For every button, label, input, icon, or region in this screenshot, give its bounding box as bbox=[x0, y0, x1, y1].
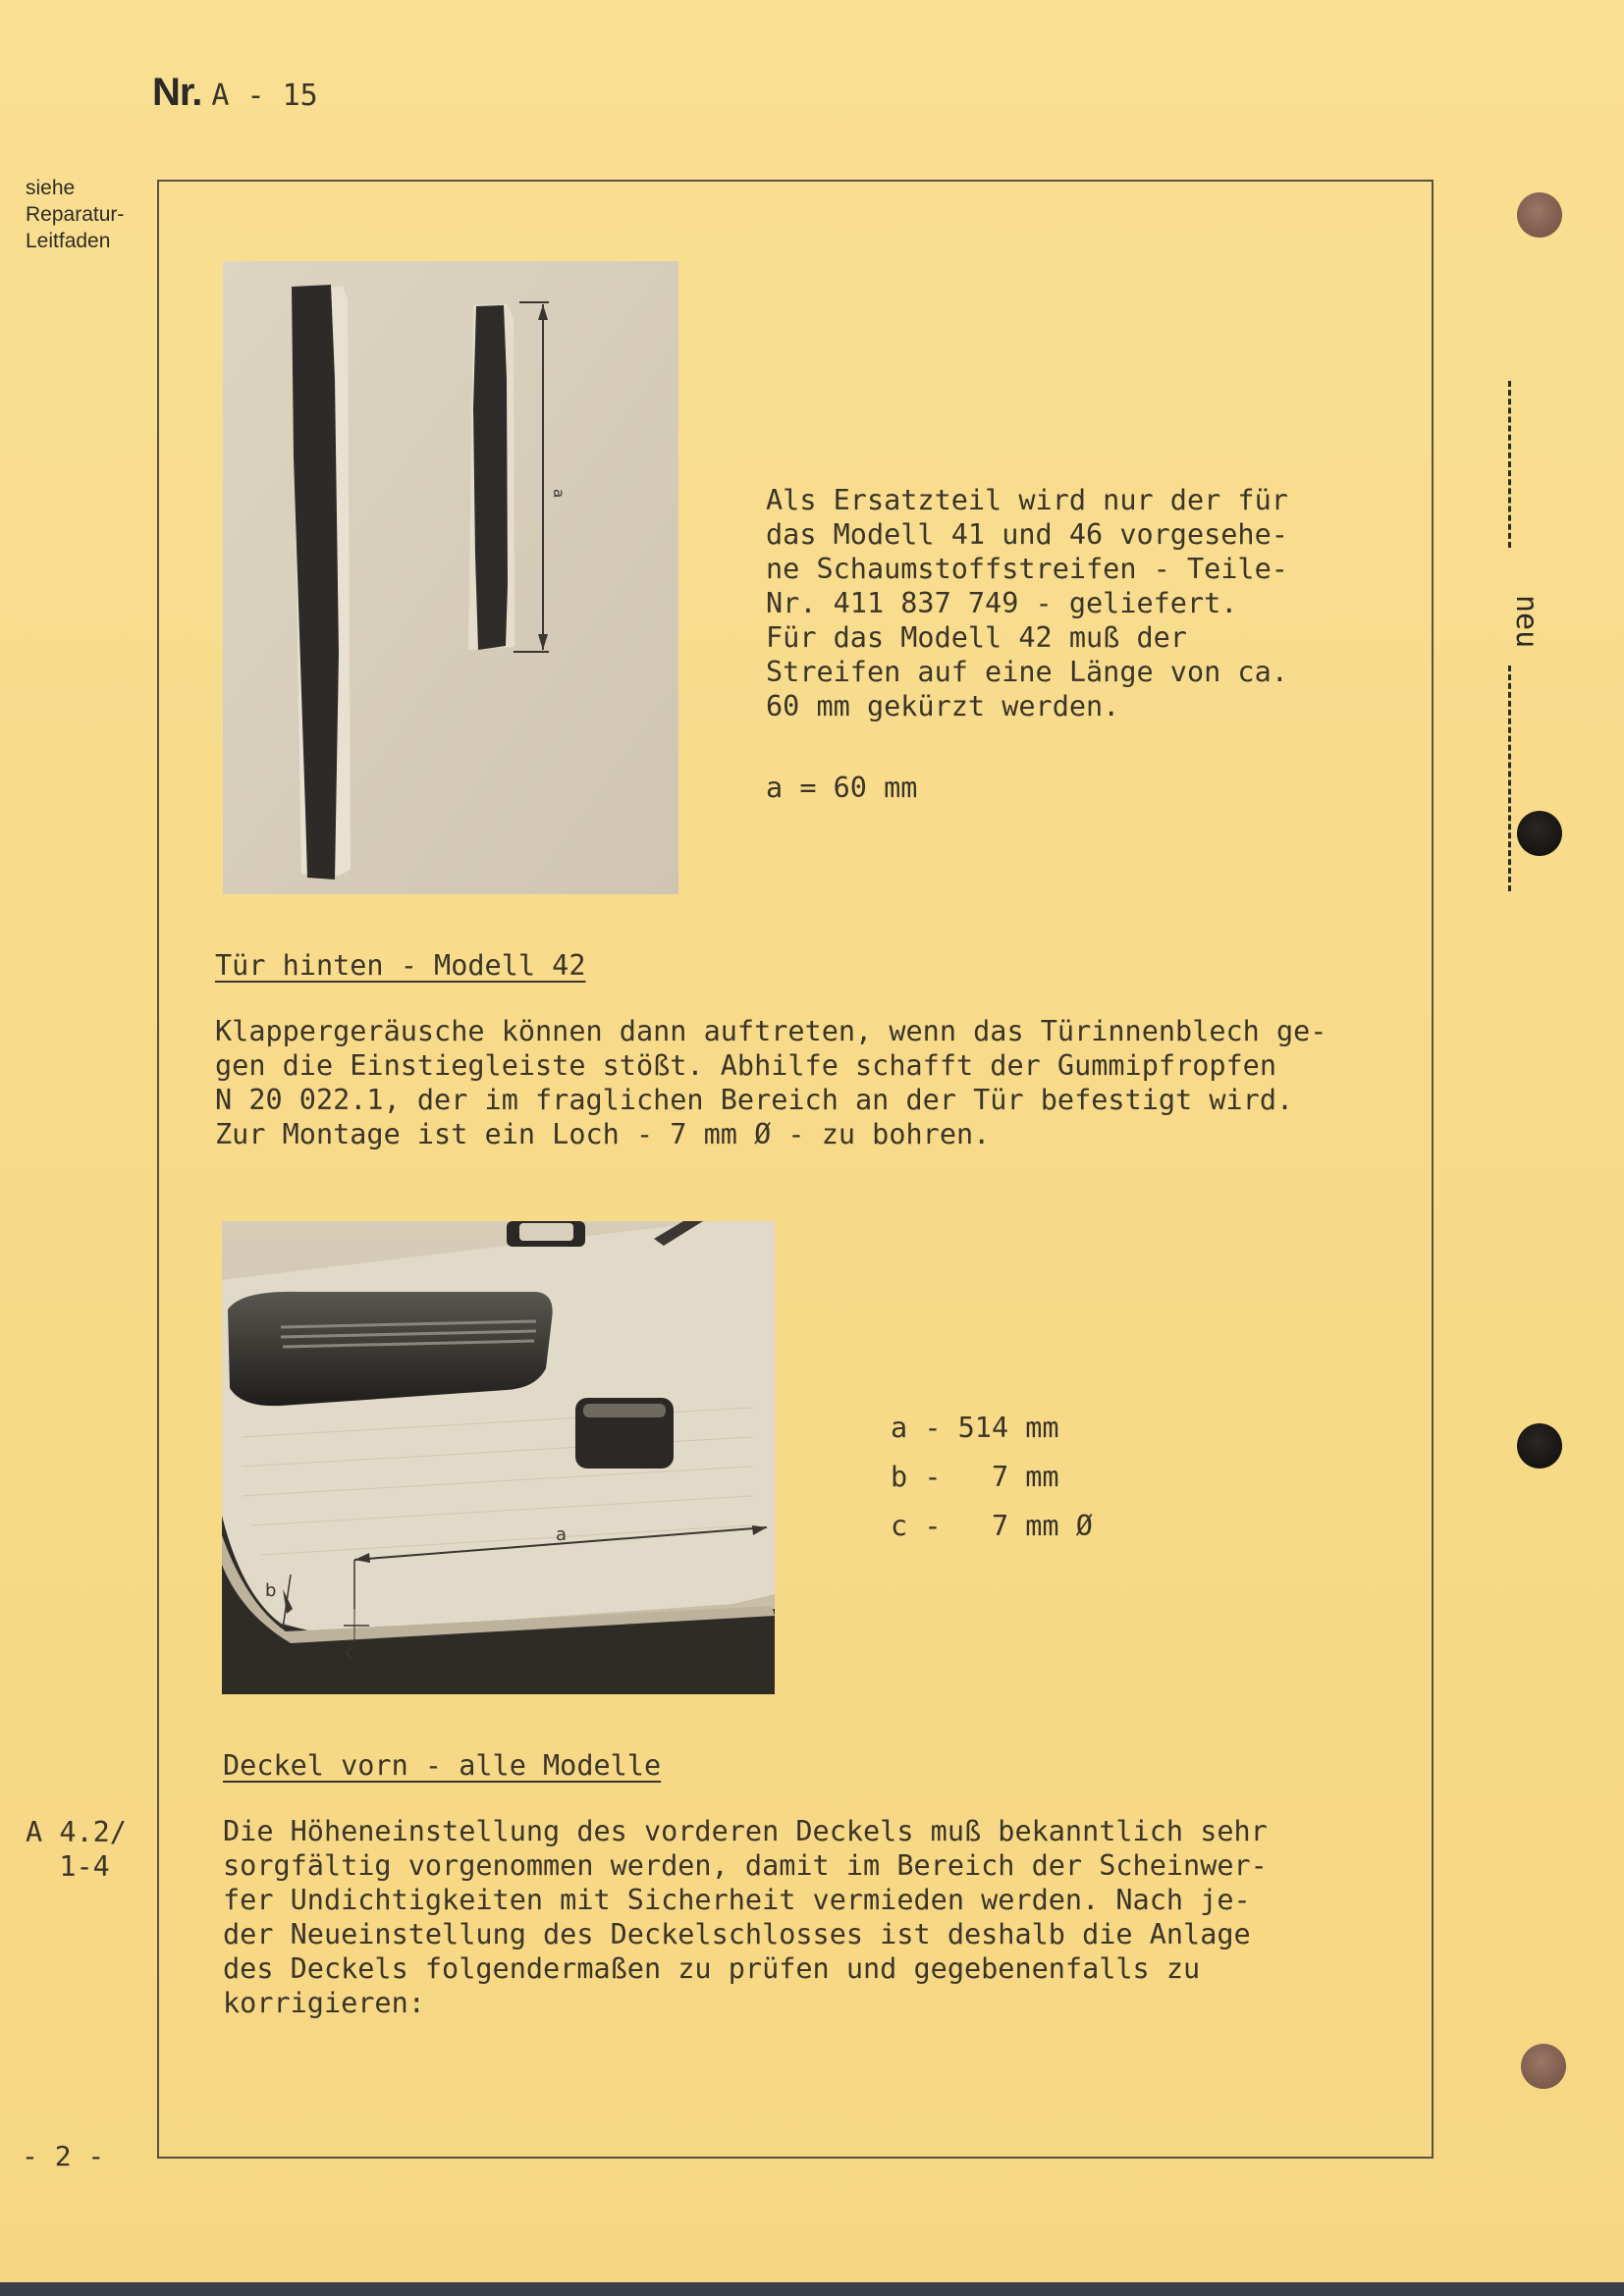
document-number bbox=[152, 71, 318, 115]
dimension-label-a: a bbox=[556, 1524, 568, 1545]
section-body: Die Höheneinstellung des vorderen Deckels muß bekanntlich sehr sorgfältig vorgenommen werden, damit im Bereich der Scheinwer- fer Undichtigkeiten mit Sicherheit vermieden werden. Nach je- der Neueinstellung des Deckelschlosses ist deshalb die Anlage des Deckels folgendermaßen zu prüfen und gegebenenfalls zu korrigieren: bbox=[223, 1815, 1268, 2019]
foam-strip-photo bbox=[223, 261, 678, 894]
punch-hole bbox=[1521, 2044, 1566, 2089]
number-code: A - 15 bbox=[211, 79, 318, 113]
side-reference bbox=[26, 175, 124, 254]
cross-reference: A 4.2/ 1-4 bbox=[26, 1816, 127, 1883]
section-heading: Deckel vorn - alle Modelle bbox=[223, 1749, 662, 1782]
punch-hole bbox=[1517, 1423, 1562, 1468]
dimension-label-b: b bbox=[265, 1580, 277, 1601]
side-reference-line: Reparatur- bbox=[26, 203, 125, 226]
page-number: - 2 - bbox=[22, 2140, 105, 2172]
section-body: Klappergeräusche können dann auftreten, wenn das Türinnenblech ge- gen die Einstiegleiste stößt. Abhilfe schafft der Gummipfropfen N 20 022.1, der im fraglichen Bereich an der Tür befestigt wird. Zur Montage ist ein Loch - 7 mm Ø - zu bohren. bbox=[215, 1015, 1327, 1150]
door-panel-photo bbox=[222, 1221, 775, 1694]
foam-strip-illustration bbox=[223, 261, 678, 894]
side-reference-line: Leitfaden bbox=[26, 230, 111, 252]
punch-hole bbox=[1517, 192, 1562, 238]
dimensions-list: a - 514 mm b - 7 mm c - 7 mm Ø bbox=[891, 1412, 1093, 1542]
replacement-part-text: Als Ersatzteil wird nur der für das Modell 41 und 46 vorgesehe- ne Schaumstoffstreifen - Teile- Nr. 411 837 749 - geliefert. Für das Modell 42 muß der Streifen auf eine Länge von ca. 60 mm gekürzt werden. bbox=[766, 484, 1288, 722]
change-marker bbox=[1508, 381, 1543, 891]
marker-dashed-line bbox=[1508, 666, 1514, 891]
marker-label: neu bbox=[1509, 595, 1543, 649]
dimension-a-text: a = 60 mm bbox=[766, 772, 918, 804]
number-label: Nr. bbox=[152, 71, 202, 114]
dimension-label-c: c bbox=[346, 1642, 355, 1663]
dimension-label-a: a bbox=[550, 489, 568, 499]
side-reference-line: siehe bbox=[26, 177, 76, 199]
section-heading: Tür hinten - Modell 42 bbox=[215, 949, 586, 982]
scan-edge bbox=[0, 2282, 1624, 2296]
door-panel-illustration bbox=[222, 1221, 775, 1694]
marker-dashed-line bbox=[1508, 381, 1514, 548]
